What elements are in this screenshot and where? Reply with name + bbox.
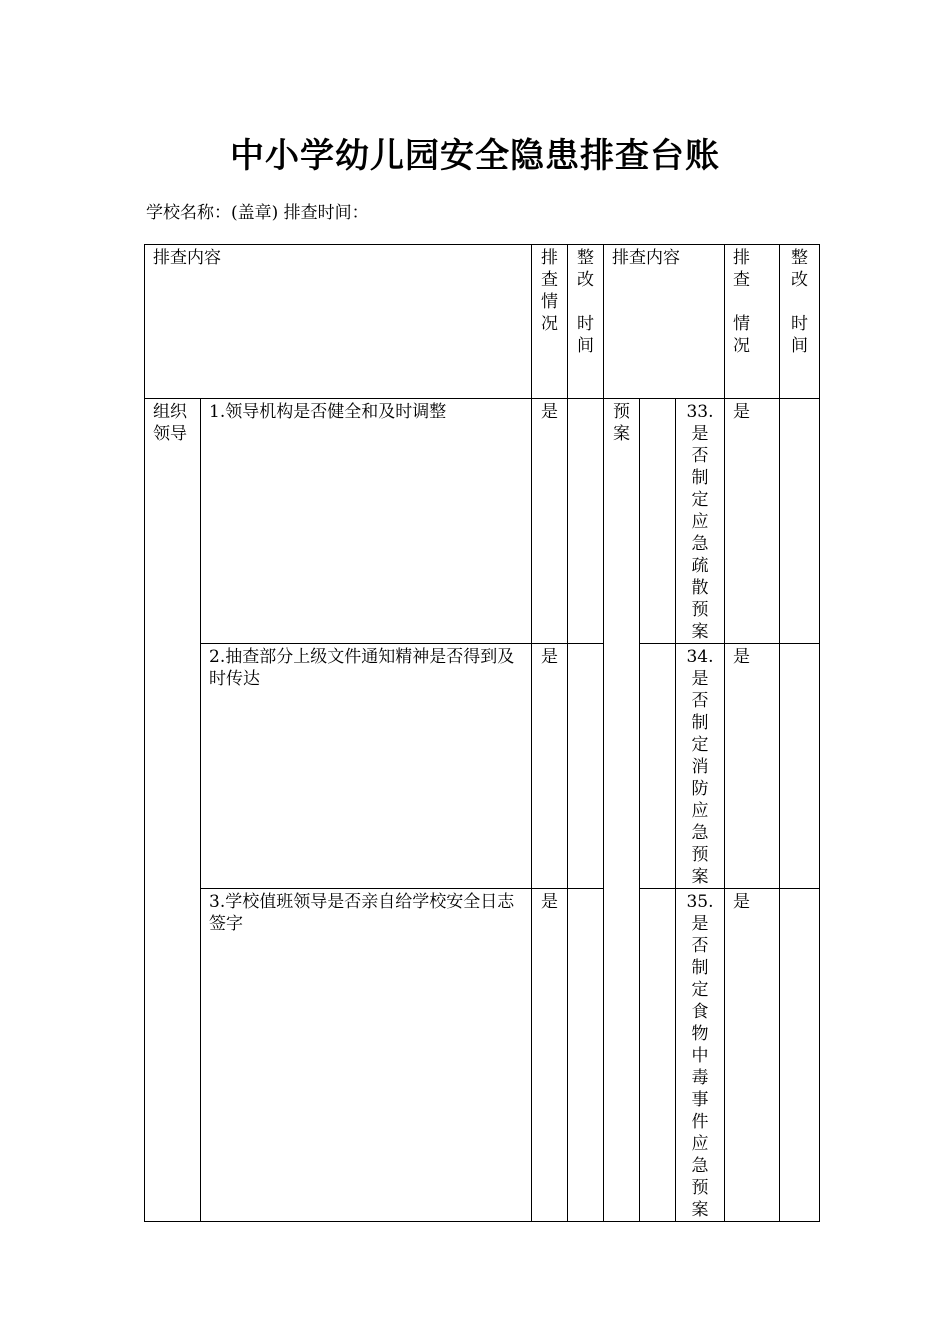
header-fix-left-bottom-label: 时间 — [577, 314, 594, 356]
school-info-line: 学校名称：(盖章) 排查时间： — [146, 203, 369, 223]
right-blank-cell — [640, 889, 676, 1222]
left-fix-cell — [568, 399, 604, 644]
left-category-label: 组织领导 — [153, 402, 187, 444]
header-status-right-top-label: 排查 — [733, 248, 751, 290]
left-status-cell: 是 — [532, 889, 568, 1222]
left-item-cell: 3.学校值班领导是否亲自给学校安全日志签字 — [201, 889, 532, 1222]
header-content-right — [604, 245, 725, 399]
header-row — [145, 245, 820, 399]
header-fix-right-bottom-label: 时间 — [791, 314, 809, 356]
right-status-cell: 是 — [725, 644, 780, 889]
inspection-ledger-table — [144, 244, 820, 1222]
right-item-cell — [676, 889, 725, 1222]
right-item-cell — [676, 399, 725, 644]
right-blank-cell — [640, 399, 676, 644]
left-item-cell: 2.抽查部分上级文件通知精神是否得到及时传达 — [201, 644, 532, 889]
left-item-cell: 1.领导机构是否健全和及时调整 — [201, 399, 532, 644]
right-item-text: 是否制定食物中毒事件应急预案 — [691, 914, 709, 1220]
table-row — [145, 889, 820, 1222]
right-fix-cell — [780, 889, 820, 1222]
document-title: 中小学幼儿园安全隐患排查台账 — [230, 136, 720, 176]
left-fix-cell — [568, 644, 604, 889]
header-status-right — [725, 245, 780, 399]
header-fix-left-top-label: 整改 — [577, 248, 594, 290]
right-fix-cell — [780, 644, 820, 889]
left-status-cell: 是 — [532, 399, 568, 644]
right-status-cell: 是 — [725, 399, 780, 644]
right-category-cell — [604, 399, 640, 1222]
header-status-left-label: 排查情况 — [541, 248, 558, 334]
header-fix-right-top-label: 整改 — [791, 248, 809, 290]
right-fix-cell — [780, 399, 820, 644]
right-item-text: 是否制定消防应急预案 — [691, 669, 709, 887]
header-content-left — [145, 245, 532, 399]
right-item-text: 是否制定应急疏散预案 — [691, 424, 709, 642]
right-item-number: 33. — [686, 402, 714, 422]
right-blank-cell — [640, 644, 676, 889]
header-status-right-bottom-label: 情况 — [733, 314, 751, 356]
table-row — [145, 644, 820, 889]
header-fix-right — [780, 245, 820, 399]
right-status-cell: 是 — [725, 889, 780, 1222]
header-content-right-label: 排查内容 — [612, 248, 680, 268]
header-fix-left — [568, 245, 604, 399]
header-content-left-label: 排查内容 — [153, 248, 221, 268]
left-status-cell: 是 — [532, 644, 568, 889]
left-category-cell — [145, 399, 201, 1222]
table-row — [145, 399, 820, 644]
right-category-label: 预案 — [613, 402, 630, 444]
header-status-left — [532, 245, 568, 399]
left-fix-cell — [568, 889, 604, 1222]
right-item-number: 35. — [686, 892, 714, 912]
right-item-number: 34. — [686, 647, 714, 667]
right-item-cell — [676, 644, 725, 889]
